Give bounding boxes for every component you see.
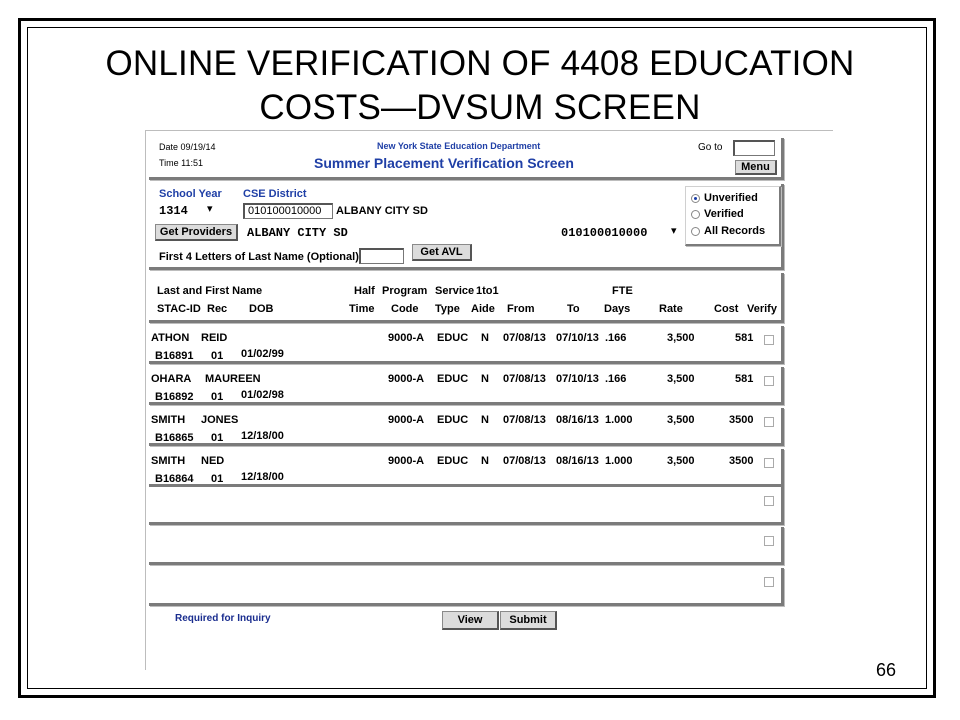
radio-verified[interactable]	[690, 208, 778, 221]
col-header-service: Service	[435, 285, 475, 297]
row-code: 9000-A	[388, 373, 425, 385]
row-rec: 01	[211, 391, 224, 403]
col-header-code: Code	[391, 303, 419, 315]
filter-panel	[149, 184, 784, 270]
row-days: .166	[605, 373, 627, 385]
row-days: .166	[605, 332, 627, 344]
cse-district-label: CSE District	[243, 188, 307, 200]
row-rate: 3,500	[667, 455, 695, 467]
verify-checkbox[interactable]	[764, 335, 774, 345]
date-text: Date 09/19/14	[159, 142, 216, 152]
required-note: Required for Inquiry	[175, 613, 271, 624]
row-code: 9000-A	[388, 332, 425, 344]
table-row	[149, 367, 784, 405]
row-last-name: ATHON	[151, 332, 190, 344]
row-to: 08/16/13	[556, 455, 599, 467]
row-first-name: REID	[201, 332, 228, 344]
table-row	[149, 326, 784, 364]
col-header-fte: FTE	[612, 285, 633, 297]
col-header-aide: Aide	[471, 303, 495, 315]
row-last-name: SMITH	[151, 414, 186, 426]
row-code: 9000-A	[388, 414, 425, 426]
table-row	[149, 449, 784, 487]
row-stac-id: B16865	[155, 432, 194, 444]
row-aide: N	[481, 455, 489, 467]
row-rec: 01	[211, 432, 224, 444]
row-dob: 12/18/00	[241, 471, 284, 483]
row-aide: N	[481, 373, 489, 385]
radio-verified-label: Verified	[704, 208, 744, 220]
row-rec: 01	[211, 350, 224, 362]
table-row-empty	[149, 568, 784, 606]
col-header-1to1: 1to1	[476, 285, 499, 297]
row-type: EDUC	[437, 332, 469, 344]
col-header-rate: Rate	[659, 303, 683, 315]
radio-unverified-label: Unverified	[704, 192, 758, 204]
last-name-input[interactable]	[359, 248, 404, 264]
verify-checkbox[interactable]	[764, 496, 774, 506]
col-header-to: To	[567, 303, 580, 315]
provider-code: 010100010000	[561, 226, 648, 240]
verify-checkbox[interactable]	[764, 376, 774, 386]
col-header-dob: DOB	[249, 303, 274, 315]
cse-district-input[interactable]: 010100010000	[243, 203, 333, 219]
verify-checkbox[interactable]	[764, 458, 774, 468]
screen-title: Summer Placement Verification Screen	[314, 155, 574, 171]
app-screenshot	[145, 130, 833, 670]
col-header-type: Type	[435, 303, 460, 315]
menu-button[interactable]: Menu	[735, 160, 777, 175]
radio-unverified[interactable]	[690, 192, 778, 205]
row-stac-id: B16892	[155, 391, 194, 403]
row-type: EDUC	[437, 414, 469, 426]
school-year-value: 1314	[159, 204, 188, 218]
radio-dot-icon	[691, 227, 700, 236]
row-to: 07/10/13	[556, 373, 599, 385]
col-header-from: From	[507, 303, 535, 315]
slide-title-line1: ONLINE VERIFICATION OF 4408 EDUCATION	[105, 44, 855, 83]
row-rate: 3,500	[667, 373, 695, 385]
col-header-name: Last and First Name	[157, 285, 263, 297]
row-code: 9000-A	[388, 455, 425, 467]
col-header-half: Half	[354, 285, 375, 297]
row-stac-id: B16891	[155, 350, 194, 362]
screenshot-top-edge	[145, 130, 833, 131]
col-header-days: Days	[604, 303, 631, 315]
row-stac-id: B16864	[155, 473, 194, 485]
department-name: New York State Education Department	[377, 141, 541, 151]
row-first-name: MAUREEN	[205, 373, 261, 385]
row-dob: 01/02/99	[241, 348, 284, 360]
col-header-verify: Verify	[747, 303, 777, 315]
district-name: ALBANY CITY SD	[336, 205, 428, 217]
row-aide: N	[481, 332, 489, 344]
row-to: 07/10/13	[556, 332, 599, 344]
row-days: 1.000	[605, 455, 633, 467]
radio-dot-icon	[691, 210, 700, 219]
row-first-name: JONES	[201, 414, 239, 426]
table-header-panel	[149, 273, 784, 323]
row-dob: 12/18/00	[241, 430, 284, 442]
chevron-down-icon: ▾	[207, 203, 213, 215]
verify-checkbox[interactable]	[764, 577, 774, 587]
col-header-stac: STAC-ID	[157, 303, 201, 315]
row-rec: 01	[211, 473, 224, 485]
header-panel	[149, 138, 784, 180]
row-rate: 3,500	[667, 332, 695, 344]
row-from: 07/08/13	[503, 373, 546, 385]
goto-input[interactable]	[733, 140, 775, 156]
table-row	[149, 408, 784, 446]
row-first-name: NED	[201, 455, 225, 467]
verification-filter-group	[685, 186, 781, 246]
row-from: 07/08/13	[503, 455, 546, 467]
row-cost: 581	[735, 373, 754, 385]
col-header-cost: Cost	[714, 303, 739, 315]
row-type: EDUC	[437, 455, 469, 467]
view-button[interactable]: View	[442, 611, 499, 630]
provider-select[interactable]	[559, 225, 684, 240]
row-to: 08/16/13	[556, 414, 599, 426]
school-year-select[interactable]	[157, 203, 219, 218]
time-text: Time 11:51	[159, 158, 204, 168]
get-avl-button[interactable]: Get AVL	[412, 244, 472, 261]
slide-title-line2: COSTS—DVSUM SCREEN	[259, 88, 701, 127]
row-type: EDUC	[437, 373, 469, 385]
row-days: 1.000	[605, 414, 633, 426]
school-year-label: School Year	[159, 188, 222, 200]
row-last-name: SMITH	[151, 455, 186, 467]
slide-title	[40, 42, 920, 130]
row-rate: 3,500	[667, 414, 695, 426]
row-cost: 581	[735, 332, 754, 344]
row-aide: N	[481, 414, 489, 426]
radio-dot-icon	[691, 194, 700, 203]
table-row-empty	[149, 527, 784, 565]
goto-label: Go to	[698, 142, 723, 153]
radio-all-records-label: All Records	[704, 225, 766, 237]
row-last-name: OHARA	[151, 373, 192, 385]
get-providers-button[interactable]: Get Providers	[155, 224, 238, 241]
row-from: 07/08/13	[503, 332, 546, 344]
row-cost: 3500	[729, 455, 754, 467]
row-from: 07/08/13	[503, 414, 546, 426]
submit-button[interactable]: Submit	[500, 611, 557, 630]
chevron-down-icon: ▾	[671, 225, 677, 237]
verify-checkbox[interactable]	[764, 417, 774, 427]
radio-all-records[interactable]	[690, 225, 778, 238]
page-number: 66	[876, 660, 897, 680]
row-cost: 3500	[729, 414, 754, 426]
provider-name: ALBANY CITY SD	[247, 226, 348, 240]
row-dob: 01/02/98	[241, 389, 284, 401]
verify-checkbox[interactable]	[764, 536, 774, 546]
screenshot-left-edge	[145, 130, 146, 670]
col-header-rec: Rec	[207, 303, 228, 315]
col-header-time: Time	[349, 303, 375, 315]
last-name-label: First 4 Letters of Last Name (Optional)	[159, 251, 359, 263]
table-row-empty	[149, 487, 784, 525]
col-header-program: Program	[382, 285, 428, 297]
